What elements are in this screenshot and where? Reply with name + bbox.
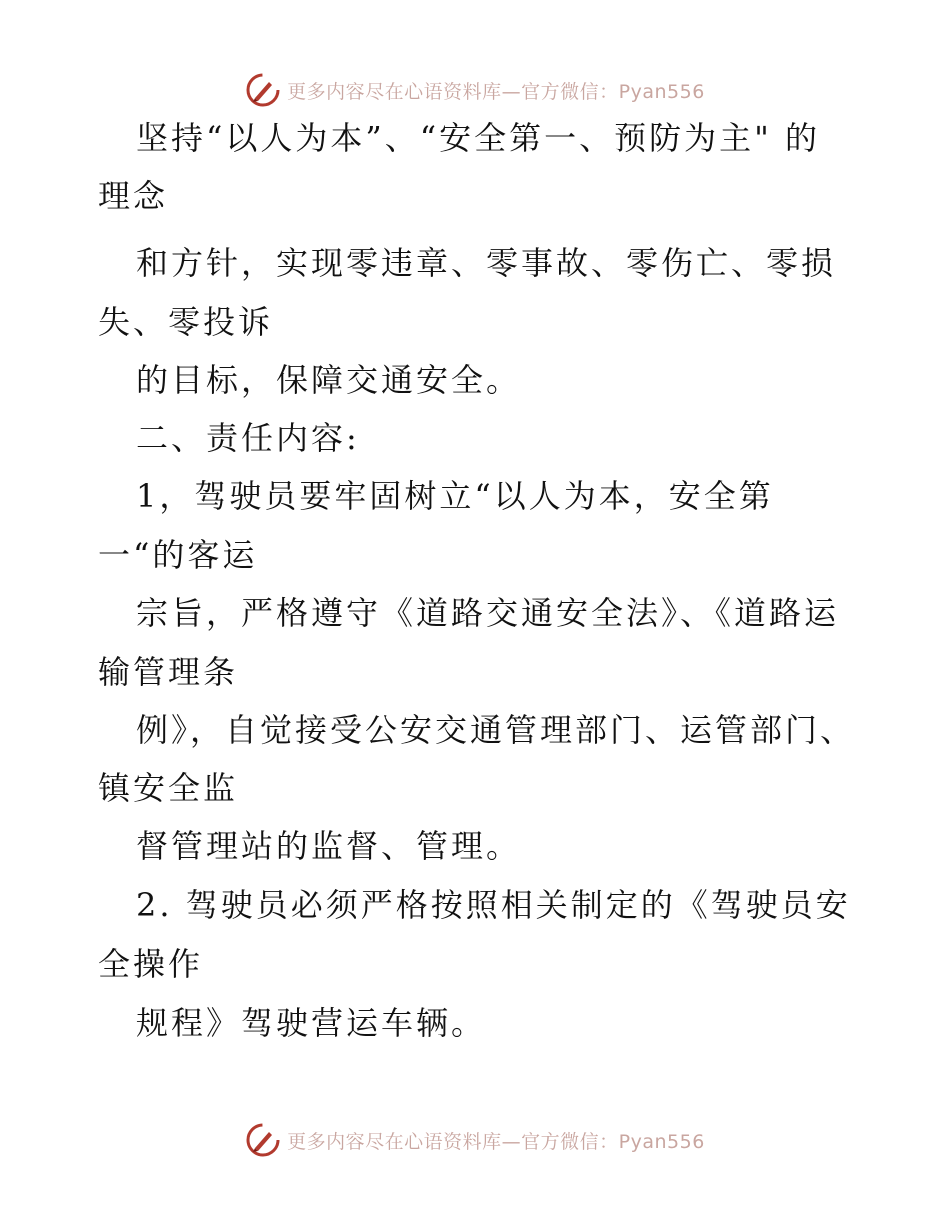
- text-line: 镇安全监: [98, 769, 239, 807]
- text-line: 和方针，实现零违章、零事故、零伤亡、零损: [136, 244, 837, 282]
- text-line: 坚持“以人为本”、“安全第一、预防为主" 的: [136, 119, 820, 157]
- text-line: 宗旨，严格遵守《道路交通安全法》、《道路运: [136, 594, 840, 632]
- text-line: 理念: [98, 177, 169, 215]
- section-heading: 二、责任内容:: [136, 419, 360, 457]
- text-line: 例》，自觉接受公安交通管理部门、运管部门、: [136, 711, 856, 749]
- text-line: 1，驾驶员要牢固树立“以人为本，安全第: [136, 477, 774, 515]
- text-line: 失、零投诉: [98, 303, 274, 341]
- text-line: 的目标，保障交通安全。: [136, 361, 522, 399]
- pen-logo-icon: [245, 1122, 281, 1158]
- header-watermark: [0, 70, 950, 110]
- text-line: 2. 驾驶员必须严格按照相关制定的《驾驶员安: [136, 886, 851, 924]
- text-line: 督管理站的监督、管理。: [136, 827, 522, 865]
- footer-watermark: [0, 1120, 950, 1160]
- pen-logo-icon: [245, 72, 281, 108]
- watermark-text: 更多内容尽在心语资料库—官方微信：Pyan556: [287, 1130, 705, 1153]
- text-line: 一“的客运: [98, 536, 258, 574]
- text-line: 全操作: [98, 945, 204, 983]
- text-line: 输管理条: [98, 653, 239, 691]
- text-line: 规程》驾驶营运车辆。: [136, 1004, 487, 1042]
- watermark-text: 更多内容尽在心语资料库—官方微信：Pyan556: [287, 80, 705, 103]
